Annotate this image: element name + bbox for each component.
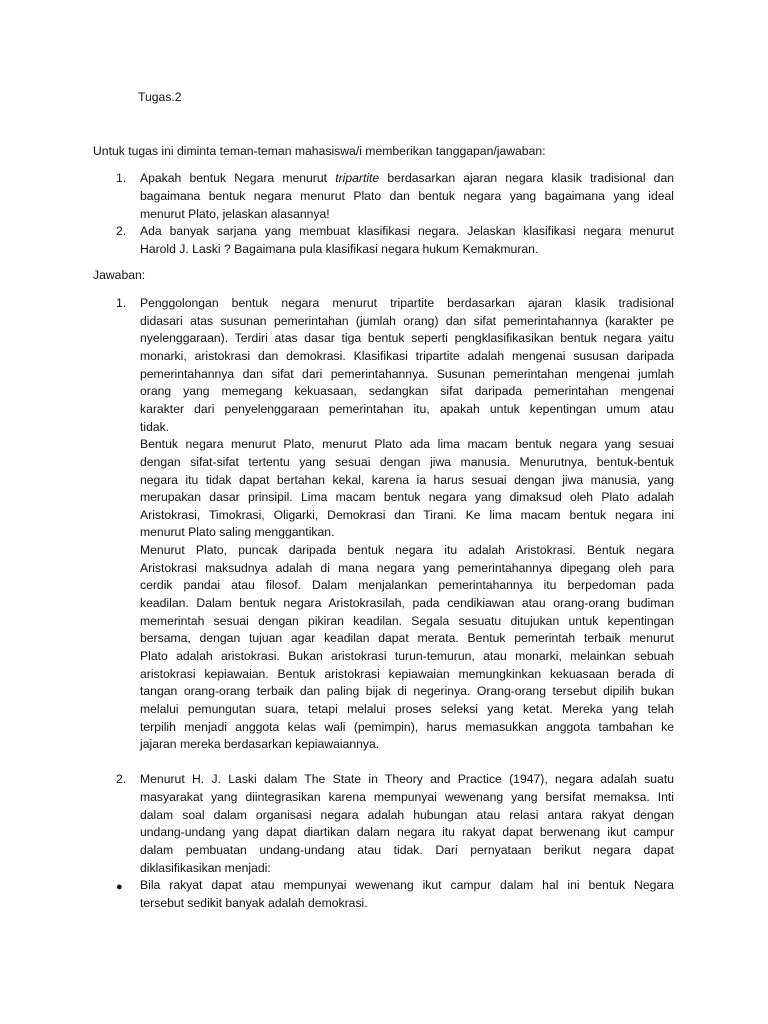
bullet-line-2: tersebut sedikit banyak adalah demokrasi. <box>140 896 368 910</box>
answer-1-line-4: monarki, aristokrasi dan demokrasi. Klasifikasi tripartite adalah mengenai sususan daripada <box>140 348 674 363</box>
answer-1-line-5: pemerintahannya dan sifat dari pemerintahannya. Susunan pemerintahan mengenai jumlah <box>140 366 674 381</box>
answer-1-line-24: melalui pemungutan suara, tetapi melalui proses seleksi yang ketat. Mereka yang telah <box>140 701 674 716</box>
answer-1-line-2: didasari atas susunan pemerintahan (jumlah orang) dan sifat pemerintahannya (karakter pe <box>140 313 674 328</box>
answer-1-line-1: Penggolongan bentuk negara menurut tripartite berdasarkan ajaran klasik tradisional <box>140 296 674 310</box>
answer-1-line-21: Plato adalah aristokrasi. Bukan aristokrasi turun-temurun, atau monarki, melainkan sebuah <box>140 649 674 663</box>
question-1-line-2: bagaimana bentuk negara menurut Plato dan bentuk negara yang bagaimana yang ideal <box>140 189 674 203</box>
question-2-number: 2. <box>116 224 127 238</box>
answer-1-line-25: terpilih menjadi anggota kelas wali (pemimpin), harus memasukkan anggota tambahan ke <box>140 719 674 734</box>
answer-1-number: 1. <box>116 296 127 310</box>
intro-text: Untuk tugas ini diminta teman-teman mahasiswa/i memberikan tanggapan/jawaban: <box>93 144 546 158</box>
answer-2-number: 2. <box>116 772 127 786</box>
answer-1-line-14: menurut Plato saling menggantikan. <box>140 525 335 540</box>
answer-2-line-3: dalam soal dalam organisasi negara adalah hubungan atau relasi antara rakyat dengan <box>140 807 674 822</box>
answer-2-line-6: diklasifikasikan menjadi: <box>140 861 271 875</box>
bullet-marker: ● <box>116 881 123 893</box>
answer-2-line-2: masyarakat yang diintegrasikan karena mempunyai wewenang yang bersifat memaksa. Inti <box>140 789 674 804</box>
answer-2-line-4: undang-undang yang dapat diartikan dalam negara itu rakyat dapat berwenang ikut campur <box>140 825 674 840</box>
answer-heading: Jawaban: <box>93 268 146 282</box>
answer-1-line-11: negara itu tidak dapat bertahan kekal, karena ia harus sesuai dengan jiwa manusia, yang <box>140 472 674 487</box>
answer-1-line-22: aristokrasi kepiawaian. Bentuk aristokrasi kepiawaian memungkinkan kekuasaan berada di <box>140 666 674 681</box>
answer-1-line-17: cerdik pandai atau filosof. Dalam menjalankan pemerintahannya itu berpedoman pada <box>140 578 674 593</box>
answer-1-line-10: dengan sifat-sifat tertentu yang sesuai dengan jiwa manusia. Menurutnya, bentuk-bentuk <box>140 454 674 469</box>
question-2-line-2: Harold J. Laski ? Bagaimana pula klasifikasi negara hukum Kemakmuran. <box>140 242 539 256</box>
answer-1-line-16: Aristokrasi maksudnya adalah di mana negara yang pemerintahannya dipegang oleh para <box>140 560 674 575</box>
answer-1-line-6: orang yang memegang kekuasaan, sedangkan sifat daripada pemerintahan mengenai <box>140 384 674 399</box>
answer-1-line-26: jajaran mereka berdasarkan kepiawaiannya. <box>140 737 380 752</box>
answer-1-line-3: nyelenggaraan). Terdiri atas dasar tiga bentuk seperti pengklasifikasikan bentuk negara yaitu <box>140 331 674 346</box>
answer-1-line-9: Bentuk negara menurut Plato, menurut Plato ada lima macam bentuk negara yang sesuai <box>140 437 674 452</box>
document-title: Tugas.2 <box>138 90 182 104</box>
answer-1-line-18: keadilan. Dalam bentuk negara Aristokrasilah, pada cendikiawan atau orang-orang budiman <box>140 596 674 611</box>
question-1-line-1: Apakah bentuk Negara menurut tripartite berdasarkan ajaran negara klasik tradisional dan <box>140 171 675 185</box>
answer-2-line-1: Menurut H. J. Laski dalam The State in Theory and Practice (1947), negara adalah suatu <box>140 772 674 786</box>
answer-2-line-5: dalam pembuatan undang-undang atau tidak. Dari pernyataan berikut negara dapat <box>140 843 674 858</box>
question-1-line-3: menurut Plato, jelaskan alasannya! <box>140 207 330 221</box>
answer-1-line-19: memerintah sesuai dengan pikiran keadilan. Segala sesuatu ditujukan untuk kepentingan <box>140 613 674 628</box>
answer-1-line-23: tangan orang-orang terbaik dan paling bijak di negerinya. Orang-orang tersebut dipilih bukan <box>140 684 674 699</box>
answer-1-line-8: tidak. <box>140 419 170 434</box>
answer-1-line-20: bersama, dengan tujuan agar keadilan dapat merata. Bentuk pemerintah terbaik menurut <box>140 631 674 646</box>
question-1-number: 1. <box>116 171 127 185</box>
answer-1-line-7: karakter dari penyelenggaraan pemerintahan itu, apakah untuk kepentingan umum atau <box>140 401 674 416</box>
answer-1-line-13: Aristokrasi, Timokrasi, Oligarki, Demokrasi dan Tirani. Ke lima macam bentuk negara ini <box>140 507 674 522</box>
bullet-line-1: Bila rakyat dapat atau mempunyai wewenang ikut campur dalam hal ini bentuk Negara <box>140 878 674 892</box>
answer-1-line-12: merupakan dasar prinsipil. Lima macam bentuk negara yang dimaksud oleh Plato adalah <box>140 490 674 505</box>
question-2-line-1: Ada banyak sarjana yang membuat klasifikasi negara. Jelaskan klasifikasi negara menurut <box>140 224 674 238</box>
answer-1-line-15: Menurut Plato, puncak daripada bentuk negara itu adalah Aristokrasi. Bentuk negara <box>140 543 674 558</box>
